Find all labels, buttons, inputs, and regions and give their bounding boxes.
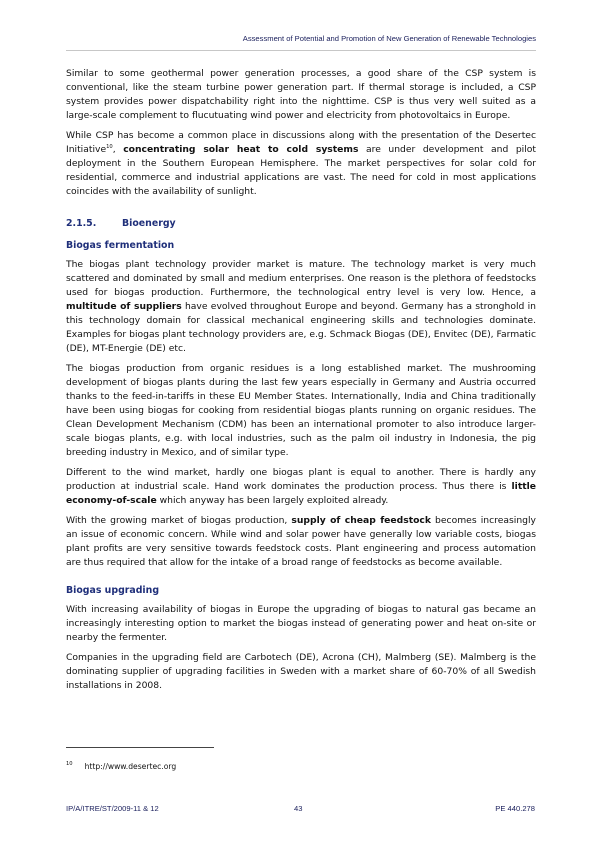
paragraph-desertec — [66, 129, 536, 199]
emphasis-text: little economy-of-scale — [66, 481, 536, 506]
footnote-number: 10 — [66, 761, 73, 768]
section-heading-bioenergy — [66, 217, 536, 231]
subheading-biogas-upgrading: Biogas upgrading — [66, 585, 160, 596]
paragraph-text: becomes increasingly an issue of economic concern. While wind and solar power have generally low variable costs, biogas plant profits are very sensitive towards feedstock costs. Plant engineering and process automation are thus required that allow for the intake of a broad range of feedstocks as become available. — [66, 515, 536, 568]
footnote-divider — [66, 747, 214, 748]
paragraph-text: Different to the wind market, hardly one biogas plant is equal to another. There is hardly any production at industrial scale. Hand work dominates the production process. Thus there is — [66, 467, 536, 492]
emphasis-text: concentrating solar heat to cold systems — [123, 144, 359, 155]
paragraph-feedstock — [66, 514, 536, 570]
footnote — [66, 762, 176, 771]
header-divider — [66, 50, 536, 51]
emphasis-text: multitude of suppliers — [66, 301, 182, 312]
paragraph-csp-storage: Similar to some geothermal power generation processes, a good share of the CSP system is conventional, like the steam turbine power generation part. If thermal storage is included, a CSP system provides power dispatchability right into the nighttime. CSP is thus very well suited as a large-scale complement to flucutuating wind power and electricity from photovoltaics in Europe. — [66, 68, 536, 121]
footer-reference: PE 440.278 — [495, 804, 535, 813]
paragraph-text: are under development and pilot deployment in the Southern European Hemisphere. The market perspectives for solar cold for residential, commerce and industrial applications are vast. The need for cold in most applications coincides with the availability of sunlight. — [66, 144, 536, 197]
paragraph-upgrading-option: With increasing availability of biogas in Europe the upgrading of biogas to natural gas became an increasingly interesting option to market the biogas instead of generating power and heat on-site or nearby the fermenter. — [66, 604, 536, 643]
footer-document-id: IP/A/ITRE/ST/2009-11 & 12 — [66, 804, 159, 813]
paragraph-text: The biogas plant technology provider market is mature. The technology market is very much scattered and dominated by small and medium enterprises. One reason is the plethora of feedstocks used for biogas production. Furthermore, the technological entry level is very low. Hence, a — [66, 259, 536, 298]
paragraph-text: have evolved throughout Europe and beyond. Germany has a stronghold in this technology domain for classical mechanical engineering skills and technologies dominate. Examples for biogas plant technology providers are, e.g. Schmack Biogas (DE), Envitec (DE), Farmatic (DE), MT-Energie (DE) etc. — [66, 301, 536, 354]
subheading-biogas-fermentation: Biogas fermentation — [66, 240, 175, 251]
paragraph-biogas-production: The biogas production from organic residues is a long established market. The mushrooming development of biogas plants during the last few years especially in Germany and Austria occurred thanks to the feed-in-tariffs in these EU Member States. Internationally, India and China traditionally have been using biogas for cooking from residential biogas plants running on organic residues. The Clean Development Mechanism (CDM) has been an international promoter to also introduce larger-scale biogas plants, e.g. with local industries, such as the palm oil industry in Indonesia, the pig breeding industry in Mexico, and of similar type. — [66, 363, 536, 458]
section-title: Bioenergy — [122, 218, 176, 229]
paragraph-text: With the growing market of biogas production, — [66, 515, 292, 526]
footer-page-number: 43 — [294, 804, 303, 813]
paragraph-text: While CSP has become a common place in discussions along with the presentation of the Desertec Initiative — [66, 130, 536, 155]
paragraph-upgrading-companies: Companies in the upgrading field are Carbotech (DE), Acrona (CH), Malmberg (SE). Malmberg is the dominating supplier of upgrading facilities in Sweden with a market share of 60-70% of all Swedish installations in 2008. — [66, 652, 536, 691]
paragraph-economy-of-scale — [66, 466, 536, 508]
running-header: Assessment of Potential and Promotion of New Generation of Renewable Technologies — [242, 34, 536, 43]
paragraph-text: which anyway has been largely exploited already. — [156, 495, 389, 506]
footnote-reference[interactable]: 10 — [106, 143, 113, 150]
emphasis-text: supply of cheap feedstock — [291, 515, 431, 526]
document-body — [66, 67, 536, 699]
paragraph-text: , — [112, 144, 124, 155]
footnote-link[interactable]: http://www.desertec.org — [84, 762, 177, 771]
section-number: 2.1.5. — [66, 218, 97, 229]
paragraph-technology-market — [66, 258, 536, 356]
